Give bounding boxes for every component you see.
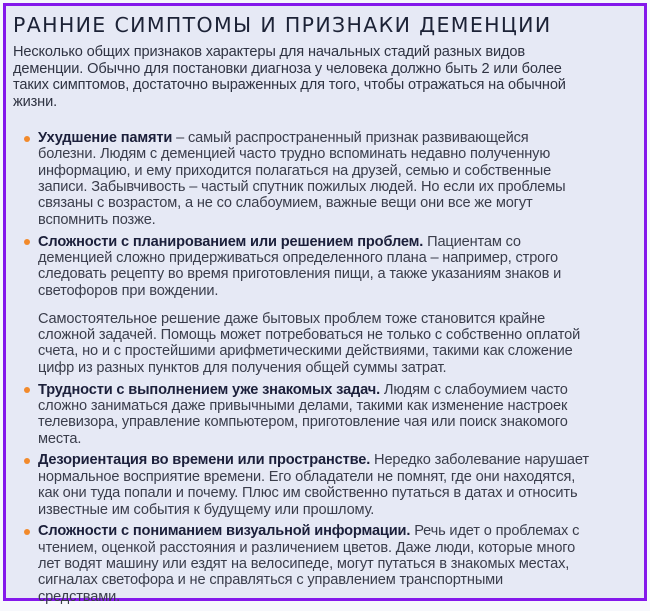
item-line: как они туда попали и почему. Плюс им свойственно путаться в датах и относить bbox=[38, 485, 578, 502]
item-lead: Сложности с пониманием визуальной информации. bbox=[38, 523, 411, 540]
item-text: Людям с слабоумием часто bbox=[380, 381, 568, 398]
bullet-dot-icon bbox=[24, 239, 30, 245]
item-first-line bbox=[38, 523, 644, 539]
item-line: связаны с возрастом, а не со слабоумием, важные вещи они все же могут bbox=[38, 195, 533, 212]
list-item-visual-info bbox=[6, 523, 644, 605]
item-sub-paragraph bbox=[38, 311, 644, 376]
item-lead: Сложности с планированием или решением проблем. bbox=[38, 233, 424, 250]
item-first-line bbox=[38, 382, 644, 398]
item-lead: Трудности с выполнением уже знакомых задач. bbox=[38, 381, 380, 398]
item-line: чтением, оценкой расстояния и различением цветов. Даже люди, которые много bbox=[38, 539, 576, 556]
item-line: записи. Забывчивость – частый спутник пожилых людей. Но если их проблемы bbox=[38, 179, 566, 196]
item-line: сложно заниматься даже привычными делами, такими как изменение настроек bbox=[38, 397, 568, 414]
intro-line: деменции. Обычно для постановки диагноза у человека должно быть 2 или более bbox=[13, 60, 562, 77]
item-line: места. bbox=[38, 430, 82, 447]
item-line: телевизора, управление компьютером, приготовление чая или поиск знакомого bbox=[38, 414, 568, 431]
list-item-disorientation bbox=[6, 452, 644, 517]
list-item-familiar-tasks bbox=[6, 382, 644, 447]
bullet-dot-icon bbox=[24, 136, 30, 142]
item-line: известные им события к будущему или прошлому. bbox=[38, 501, 375, 518]
item-line: Самостоятельное решение даже бытовых проблем тоже становится крайне bbox=[38, 310, 546, 327]
item-first-line bbox=[38, 234, 644, 250]
item-line: светофоров при вождении. bbox=[38, 282, 219, 299]
intro-paragraph bbox=[13, 44, 566, 110]
intro-line: таких симптомов, достаточно выраженных для того, чтобы отражаться на обычной bbox=[13, 77, 566, 94]
item-line: сложной задачей. Помощь может потребоваться не только с собственно оплатой bbox=[38, 326, 581, 343]
item-line: следовать рецепту во время приготовления пищи, а также указаниям знаков и bbox=[38, 266, 562, 283]
item-first-line bbox=[38, 452, 644, 468]
item-line: счета, но и с простейшими арифметическими действиями, такими как сложение bbox=[38, 343, 573, 360]
bullet-dot-icon bbox=[24, 458, 30, 464]
item-lead: Ухудшение памяти bbox=[38, 130, 173, 146]
item-first-line bbox=[38, 130, 644, 146]
list-item-memory bbox=[6, 130, 644, 228]
item-lead: Дезориентация во времени или пространстве. bbox=[38, 452, 371, 469]
intro-line: Несколько общих признаков характеры для начальных стадий разных видов bbox=[13, 44, 525, 60]
symptoms-list bbox=[6, 130, 644, 611]
intro-line: жизни. bbox=[13, 93, 57, 110]
item-line: средствами. bbox=[38, 588, 121, 605]
item-line: лет водят машину или ездят на велосипеде, могут путаться в знакомых местах, bbox=[38, 556, 570, 573]
item-line: деменцией сложно придерживаться определенного плана – например, строго bbox=[38, 250, 558, 266]
item-text: Речь идет о проблемах с bbox=[410, 523, 580, 540]
item-text: – самый распространенный признак развивающейся bbox=[172, 130, 529, 146]
item-line: болезни. Людям с деменцией часто трудно вспоминать недавно полученную bbox=[38, 146, 551, 163]
item-line: вспомнить позже. bbox=[38, 211, 156, 228]
bullet-dot-icon bbox=[24, 387, 30, 393]
list-item-planning bbox=[6, 234, 644, 376]
item-line: сигналах светофора и не справляться с управлением транспортными bbox=[38, 572, 504, 589]
dementia-symptoms-card bbox=[3, 3, 647, 605]
item-text: Пациентам со bbox=[423, 233, 521, 250]
item-line: информацию, и ему приходится полагаться на друзей, семью и собственные bbox=[38, 162, 552, 179]
bullet-dot-icon bbox=[24, 529, 30, 535]
page-title: РАННИЕ СИМПТОМЫ И ПРИЗНАКИ ДЕМЕНЦИИ bbox=[13, 13, 552, 37]
item-text: Нередко заболевание нарушает bbox=[370, 452, 589, 469]
item-line: цифр из разных пунктов для получения общей суммы затрат. bbox=[38, 359, 447, 376]
item-line: нормальное восприятие времени. Его обладатели не помнят, где они находятся, bbox=[38, 468, 576, 485]
